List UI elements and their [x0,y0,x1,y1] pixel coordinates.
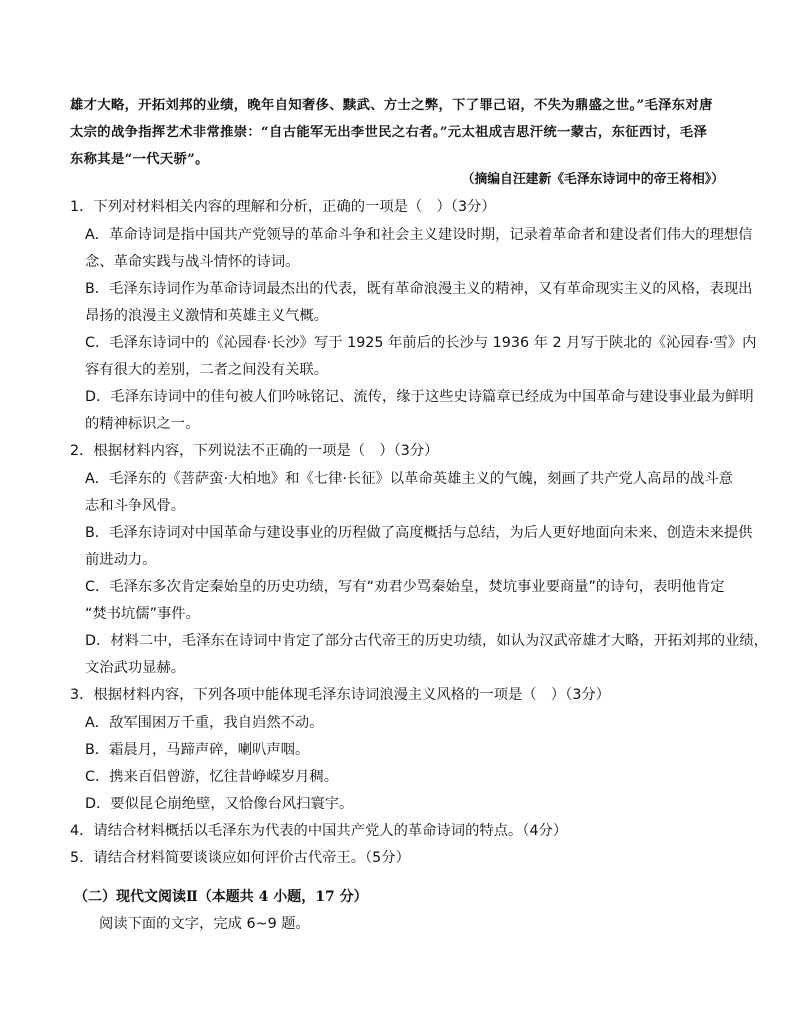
question-1-option-a-cont: 念、革命实践与战斗情怀的诗词。 [85,254,300,270]
question-2-option-a: A．毛泽东的《菩萨蛮·大柏地》和《七律·长征》以革命英雄主义的气魄，刻画了共产党人高昂的战斗意 [85,471,733,487]
question-1-option-b-cont: 昂扬的浪漫主义激情和英雄主义气概。 [85,308,329,324]
question-1-option-d: D．毛泽东诗词中的佳句被人们吟咏铭记、流传，缘于这些史诗篇章已经成为中国革命与建设事业最为鲜明 [85,389,754,405]
question-1-option-d-cont: 的精神标识之一。 [85,416,200,432]
section-instruction: 阅读下面的文字，完成 6~9 题。 [99,916,310,932]
question-1-option-c-cont: 容有很大的差别，二者之间没有关联。 [85,362,329,378]
question-5-stem: 5．请结合材料简要谈谈应如何评价古代帝王。（5分） [70,850,410,866]
question-1-option-c: C．毛泽东诗词中的《沁园春·长沙》写于 1925 年前后的长沙与 1936 年 2 月写于陕北的《沁园春·雪》内 [85,335,757,351]
question-1-stem: 1．下列对材料相关内容的理解和分析，正确的一项是（ ）（3分） [70,199,496,215]
section-heading: （二）现代文阅读Ⅱ（本题共 4 小题，17 分） [74,889,368,905]
question-2-option-c-cont: “焚书坑儒”事件。 [85,606,200,622]
intro-text-line: 雄才大略，开拓刘邦的业绩，晚年自知奢侈、黩武、方士之弊，下了罪己诏，不失为鼎盛之世。”毛泽东对唐 [70,98,713,113]
question-1-option-a: A．革命诗词是指中国共产党领导的革命斗争和社会主义建设时期，记录着革命者和建设者们伟大的理想信 [85,227,753,243]
question-3-stem: 3．根据材料内容，下列各项中能体现毛泽东诗词浪漫主义风格的一项是（ ）（3分） [70,687,611,703]
intro-text-line: 太宗的战争指挥艺术非常推崇：“自古能军无出李世民之右者。”元太祖成吉思汗统一蒙古，东征西讨，毛泽 [70,125,708,140]
question-1-option-b: B．毛泽东诗词作为革命诗词最杰出的代表，既有革命浪漫主义的精神，又有革命现实主义的风格，表现出 [85,281,753,297]
question-2-option-d: D．材料二中，毛泽东在诗词中肯定了部分古代帝王的历史功绩，如认为汉武帝雄才大略，开拓刘邦的业绩， [85,633,768,649]
question-4-stem: 4．请结合材料概括以毛泽东为代表的中国共产党人的革命诗词的特点。（4分） [70,823,568,839]
question-2-option-c: C．毛泽东多次肯定秦始皇的历史功绩，写有“劝君少骂秦始皇，焚坑事业要商量”的诗句，表明他肯定 [85,579,725,595]
question-2-option-b: B．毛泽东诗词对中国革命与建设事业的历程做了高度概括与总结，为后人更好地面向未来、创造未来提供 [85,525,753,541]
question-3-option-d: D．要似昆仑崩绝壁，又恰像台风扫寰宇。 [85,796,354,812]
question-3-option-c: C．携来百侣曾游，忆往昔峥嵘岁月稠。 [85,769,339,785]
question-2-stem: 2．根据材料内容，下列说法不正确的一项是（ ）（3分） [70,443,439,459]
question-3-option-a: A．敌军围困万千重，我自岿然不动。 [85,715,324,731]
intro-text-line: 东称其是“一代天骄”。 [70,152,209,167]
question-2-option-d-cont: 文治武功显赫。 [85,660,186,676]
source-citation: （摘编自汪建新《毛泽东诗词中的帝王将相》） [461,172,724,187]
question-3-option-b: B．霜晨月，马蹄声碎，喇叭声咽。 [85,742,310,758]
question-2-option-a-cont: 志和斗争风骨。 [85,498,186,514]
question-2-option-b-cont: 前进动力。 [85,552,157,568]
